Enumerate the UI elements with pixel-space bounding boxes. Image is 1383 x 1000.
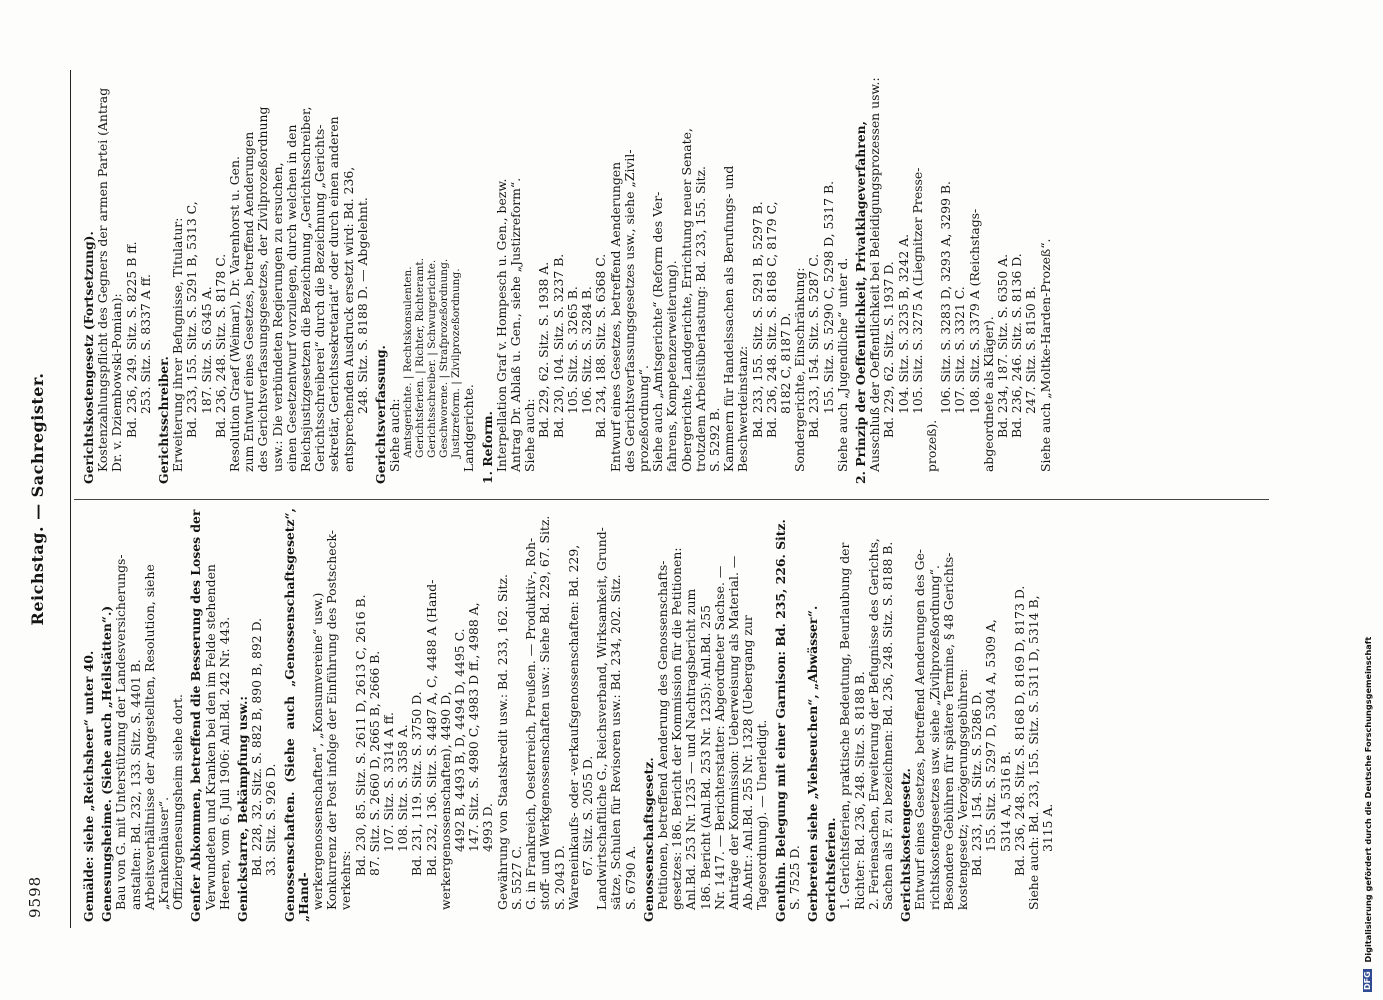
entry-line: Gerichtsschreiberei“ durch die Bezeichnung „Gerichts- [312, 124, 328, 472]
entry-line: Bd. 234, 188. Sitz. S. 6368 C. [593, 253, 609, 438]
index-entry [189, 508, 232, 922]
entry-heading: 2. Prinzip der Oeffentlichkeit, Privatklageverfahren, [852, 121, 868, 484]
entry-line: Sachen als F. zu bezeichnen: Bd. 236, 248. Sitz. S. 8188 B. [879, 541, 895, 910]
entry-line: Entwurf eines Gesetzes, betreffend Aenderungen des Ge- [912, 549, 928, 910]
entry-line: des Gerichtsverfassungsgesetzes, der Zivilprozeßordnung [255, 106, 271, 472]
index-entry [899, 508, 1055, 922]
entry-line: Siehe auch „Moltke-Harden-Prozeß“. [1037, 238, 1053, 472]
entry-heading: Genesungsheime. (Siehe auch „Heilstätten“.) [99, 605, 115, 922]
entry-line: S. 2043 D. [551, 845, 567, 910]
entry-line: 107. Sitz. S. 3321 C. [952, 286, 968, 414]
entry-line: 67. Sitz. S. 2055 D. [579, 755, 595, 876]
entry-line: Siehe auch: [522, 398, 538, 472]
page-number: 9598 [26, 875, 44, 918]
entry-heading: Gerichtsschreiber. [156, 356, 172, 484]
entry-line: 104. Sitz. S. 3235 B, 3242 A. [895, 233, 911, 414]
entry-line: Ausschluß der Oeffentlichkeit bei Beleidigungsprozessen usw.: [867, 77, 883, 472]
entry-line: fahrens, Kompetenzerweiterung). [664, 260, 680, 472]
index-entry [774, 508, 802, 922]
entry-line: Bd. 232, 136. Sitz. S. 4487 A, C, 4488 A (Hand- [423, 579, 439, 876]
entry-line: Landwirtschaftliche G., Reichsverband, Wirksamkeit, Grund- [594, 527, 610, 910]
entry-line: S. 5292 B. [706, 407, 722, 472]
credit-text: Digitalisierung gefördert durch die Deutsche Forschungsgemeinschaft [1363, 636, 1373, 963]
entry-line: Anträge der Kommission: Ueberweisung als Material. — [725, 555, 741, 910]
entry-heading: Gerichtskostengesetz (Fortsetzung). [81, 231, 96, 484]
entry-line: prozeß). [923, 419, 939, 472]
entry-heading: Genickstarre, Bekämpfung usw.: [235, 696, 251, 922]
entry-line: Bd. 230, 104. Sitz. S. 3237 B. [550, 253, 566, 438]
entry-line: Entwurf eines Gesetzes, betreffend Aenderungen [607, 161, 623, 472]
entry-heading: Gerichtsferien. [823, 817, 839, 922]
entry-line: Justizreform. | Zivilprozeßordnung. [450, 268, 463, 458]
index-entry [806, 508, 820, 922]
index-entry [283, 508, 638, 922]
entry-heading: Genossenschaften. (Siehe auch „Genossenschaftsgesetz“, „Hand- [281, 508, 311, 922]
entry-line: verkehrs: [338, 850, 354, 910]
entry-line: Richter: Bd. 236, 248. Sitz. S. 8188 B. [851, 671, 867, 910]
entry-line: Gerichtsschreiber. | Schwurgerichte. [426, 259, 439, 458]
entry-line: Bd. 228, 32. Sitz. S. 882 B, 890 B, 892 D. [249, 617, 265, 876]
left-column [82, 508, 1059, 922]
entry-line: 186. Bericht (Anl.Bd. 253 Nr. 1235): Anl.Bd. 255 [697, 604, 713, 910]
entry-line: 5314 A, 5316 B. [997, 751, 1013, 852]
entry-line: Siehe auch „Amtsgerichte“ (Reform des Ver- [650, 191, 666, 472]
index-entry [854, 70, 1053, 484]
entry-line: Bd. 229, 62. Sitz. S. 1937 D. [881, 261, 897, 438]
entry-line: stoff- und Werkgenossenschaften usw.: Siehe Bd. 229, 67. Sitz. [537, 515, 553, 910]
entry-line: 33. Sitz. S. 926 D. [263, 763, 279, 876]
entry-line: Bd. 231, 119. Sitz. S. 3750 D. [409, 691, 425, 876]
entry-line: Dr. v. Dziembowski-Pomian): [109, 293, 125, 472]
index-entry [236, 508, 279, 922]
entry-line: Verwundeten und Kranken bei den im Felde stehenden [202, 564, 218, 910]
entry-line: Amtsgerichte. | Rechtskonsulenten. [402, 266, 415, 458]
entry-heading: Gerichtsverfassung. [373, 345, 389, 484]
entry-line: Bd. 236, 248. Sitz. S. 8168 C, 8179 C, [763, 201, 779, 438]
entry-line: Bd. 229, 62. Sitz. S. 1938 A. [536, 261, 552, 438]
entry-line: Resolution Graef (Weimar), Dr. Varenhorst u. Gen. [227, 156, 243, 472]
entry-line: Bd. 236, 248. Sitz. S. 8178 C. [212, 253, 228, 438]
entry-heading: 1. Reform. [479, 411, 495, 484]
running-head: Reichstag. — Sachregister. [28, 372, 47, 626]
entry-line: Bd. 236, 249. Sitz. S. 8225 B ff. [123, 241, 139, 438]
entry-line: Sondergerichte, Einschränkung: [792, 267, 808, 472]
dfg-logo-badge: DFG [1363, 971, 1372, 990]
entry-line: Kostenzahlungspflicht des Gegners der armen Partei (Antrag [95, 87, 111, 472]
entry-line: gesetzes: 186. Bericht der Kommission für die Petitionen: [669, 547, 685, 910]
entry-line: 187. Sitz. S. 6345 A. [198, 286, 214, 414]
entry-line: einen Gesetzentwurf vorzulegen, durch welchen in den [283, 124, 299, 472]
entry-line: 247. Sitz. S. 8150 B. [1023, 286, 1039, 414]
entry-line: prozeßordnung“. [635, 365, 651, 472]
index-entry [824, 508, 895, 922]
entry-line: 1. Gerichtsferien, praktische Bedeutung, Beurlaubung der [837, 542, 853, 910]
entry-line: 108. Sitz. S. 3379 A (Reichstags- [966, 208, 982, 414]
entry-line: Offiziergenesungsheim siehe dort. [170, 694, 186, 910]
entry-line: Bd. 236, 246. Sitz. S. 8136 D. [1009, 253, 1025, 438]
entry-heading: Genthin. Belegung mit einer Garnison: Bd. 235, 226. Sitz. [772, 519, 788, 922]
entry-line: kostengesetz; Verzögerungsgebühren: [954, 668, 970, 910]
entry-line: 106. Sitz. S. 3283 D, 3293 A, 3299 B. [938, 181, 954, 414]
entry-line: werkergenossenschaften“, „Konsumvereine“ usw.) [310, 592, 326, 910]
entry-line: Interpellation Graf v. Hompesch u. Gen., bezw. [493, 178, 509, 472]
entry-line: S. 5527 C. [508, 845, 524, 910]
entry-line: Konkurrenz der Post infolge der Einführung des Postscheck- [324, 530, 340, 910]
entry-line: Antrag Dr. Ablaß u. Gen., siehe „Justizreform“. [508, 177, 524, 472]
index-entry [157, 70, 370, 484]
index-entry [374, 70, 477, 484]
entry-line: Siehe auch „Jugendliche“ unter d. [834, 257, 850, 472]
entry-line: 105. Sitz. S. 3275 A (Liegnitzer Presse- [909, 167, 925, 414]
entry-line: Bd. 233, 155. Sitz. S. 5291 B, 5313 C, [184, 201, 200, 438]
entry-line: Gewährung von Staatskredit usw.: Bd. 233, 162. Sitz. [494, 574, 510, 910]
entry-line: S. 6790 A. [622, 845, 638, 910]
entry-line: zum Entwurf eines Gesetzes, betreffend Aenderungen [241, 131, 257, 472]
entry-line: 3115 A. [1040, 803, 1056, 852]
entry-line: 155. Sitz. S. 5297 D, 5304 A, 5309 A, [983, 619, 999, 852]
entry-line: des Gerichtsverfassungsgesetzes usw., siehe „Zivil- [621, 149, 637, 472]
column-divider [74, 499, 1269, 500]
entry-line: Bd. 233, 154. Sitz. S. 5287 C. [806, 253, 822, 438]
entry-line: sekretär, Gerichtssekretariat“ oder durch einen anderen [326, 116, 342, 472]
index-entry [100, 508, 185, 922]
entry-line: Besondere Gebühren für spätere Termine, § 48 Gerichts- [940, 552, 956, 910]
page-header [8, 70, 48, 928]
entry-heading: Genossenschaftsgesetz. [640, 757, 656, 922]
entry-line: usw.: Die verbündeten Regierungen zu ersuchen, [269, 162, 285, 472]
entry-line: 108. Sitz. S. 3358 A. [395, 724, 411, 852]
entry-line: Bd. 236, 248. Sitz. S. 8168 D, 8169 D, 8173 D. [1011, 585, 1027, 876]
entry-line: Bd. 230, 85. Sitz. S. 2611 D, 2613 C, 2616 B. [352, 594, 368, 876]
entry-line: werkergenossenschaften), 4490 D, [437, 691, 453, 910]
entry-line: 8182 C, 8187 D. [777, 312, 793, 414]
index-entry [481, 70, 850, 484]
entry-line: 155. Sitz. S. 5290 C, 5298 D, 5317 B. [820, 180, 836, 414]
entry-line: Reichsjustizgesetzen die Bezeichnung „Gerichtsschreiber, [298, 106, 314, 472]
entry-line: „Krankenhäuser“. [156, 796, 172, 910]
entry-heading: Gemälde: siehe „Reichsheer“ unter 40. [81, 650, 96, 922]
entry-line: Obergerichte, Landgerichte, Errichtung neuer Senate, [678, 128, 694, 472]
entry-heading: Genfer Abkommen, betreffend die Besserung des Loses der [188, 509, 204, 922]
entry-line: 4993 D. [480, 803, 496, 852]
entry-line: sätze, Schulen für Revisoren usw.: Bd. 234, 202. Sitz. [608, 574, 624, 910]
entry-line: 106. Sitz. S. 3284 B. [579, 286, 595, 414]
entry-line: Petitionen, betreffend Aenderung des Genossenschafts- [654, 560, 670, 910]
entry-line: Siehe auch: [387, 398, 403, 472]
entry-line: Bd. 234, 187. Sitz. S. 6350 A. [994, 253, 1010, 438]
entry-line: Heeren, vom 6. Juli 1906: Anl.Bd. 242 Nr. 443. [216, 616, 232, 910]
entry-line: 147. Sitz. S. 4980 C, 4983 D ff., 4988 A, [466, 602, 482, 852]
digitization-credit [1363, 8, 1379, 992]
entry-line: trotzdem Arbeitsüberlastung: Bd. 233, 155. Sitz. [692, 166, 708, 472]
entry-line: Beschwerdeinstanz: [735, 345, 751, 472]
entry-line: Kammern für Handelssachen als Berufungs- und [721, 165, 737, 472]
entry-line: Wareneinkaufs- oder -verkaufsgenossenschaften: Bd. 229, [565, 544, 581, 910]
entry-line: Arbeitsverhältnisse der Angestellten, Resolution, siehe [141, 564, 157, 910]
entry-line: Landgerichte. [461, 384, 477, 472]
entry-line: 253. Sitz. S. 8337 A ff. [137, 274, 153, 414]
index-entry [82, 70, 153, 484]
index-entry [82, 508, 96, 922]
entry-line: Gerichtsferien. | Richter, Richteramt. [414, 257, 427, 458]
entry-line: 87. Sitz. S. 2660 D, 2665 B, 2666 B. [366, 650, 382, 876]
entry-line: Erweiterung ihrer Befugnisse, Titulatur: [170, 217, 186, 472]
entry-line: Anl.Bd. 253 Nr. 1235 — und Nachtragsbericht zum [683, 588, 699, 910]
entry-line: 248. Sitz. S. 8188 D. — Abgelehnt. [354, 197, 370, 414]
entry-line: Tagesordnung). — Unerledigt. [754, 719, 770, 910]
entry-line: 107. Sitz. S. 3314 A ff. [381, 712, 397, 852]
entry-line: Geschworene. | Strafprozeßordnung. [438, 258, 451, 458]
entry-line: abgeordnete als Kläger). [980, 316, 996, 472]
entry-line: Nr. 1417. — Berichterstatter: Abgeordneter Sachse. — [711, 565, 727, 910]
entry-line: anstalten: Bd. 232, 133. Sitz. S. 4401 B. [127, 659, 143, 910]
entry-line: Siehe auch: Bd. 233, 155. Sitz. S. 5311 D, 5314 B, [1026, 595, 1041, 910]
entry-line: Bd. 233, 154. Sitz. S. 5286 D. [969, 691, 985, 876]
entry-line: S. 7525 D. [786, 845, 802, 910]
entry-line: entsprechenden Ausdruck ersetzt wird: Bd. 236, [340, 166, 356, 472]
entry-line: 2. Feriensachen, Erweiterung der Befugnisse des Gerichts, [865, 538, 881, 910]
entry-line: G. in Frankreich, Oesterreich, Preußen. — Produktiv-, Roh- [523, 537, 539, 910]
header-rule [70, 70, 71, 928]
right-column [82, 70, 1057, 484]
entry-line: Ab.Antr.: Anl.Bd. 255 Nr. 1328 (Uebergang zur [740, 615, 756, 910]
entry-heading: Gerbereien siehe „Viehseuchen“, „Abwässer“. [804, 605, 820, 922]
entry-heading: Gerichtskostengesetz. [898, 768, 914, 922]
entry-line: 105. Sitz. S. 3265 B. [564, 286, 580, 414]
entry-line: Bd. 233, 155. Sitz. S. 5291 B, 5297 B. [749, 201, 765, 438]
index-entry [642, 508, 770, 922]
entry-line: richtskostengesetzes usw. siehe „Zivilprozeßordnung“. [926, 565, 942, 910]
entry-line: 4492 B, 4493 B, D, 4494 D, 4495 C. [452, 628, 468, 852]
entry-line: Bau von G. mit Unterstützung der Landesversicherungs- [113, 554, 129, 910]
